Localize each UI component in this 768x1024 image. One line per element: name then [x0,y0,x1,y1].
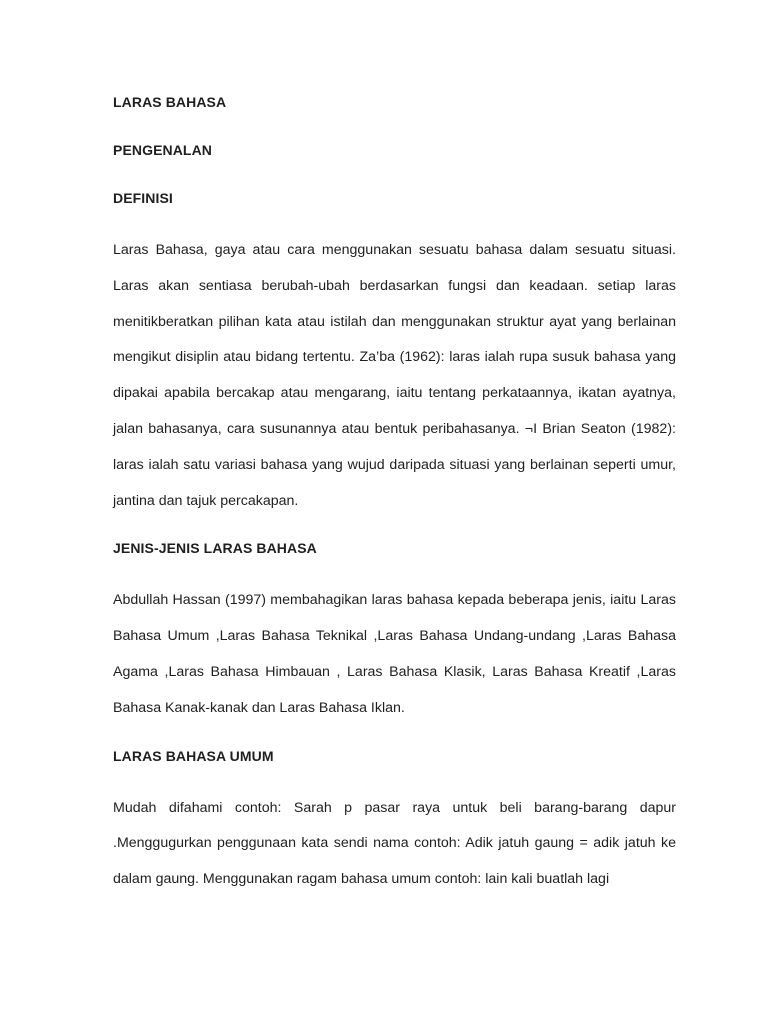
jenis-paragraph: Abdullah Hassan (1997) membahagikan laras bahasa kepada beberapa jenis, iaitu Laras Bahasa Umum ,Laras Bahasa Teknikal ,Laras Bahasa Undang-undang ,Laras Bahasa Agama ,Laras Bahasa Himbauan , Laras Bahasa Klasik, Laras Bahasa Kreatif ,Laras Bahasa Kanak-kanak dan Laras Bahasa Iklan. [113,592,676,716]
section-heading-jenis: JENIS-JENIS LARAS BAHASA [113,540,317,557]
section-heading-umum: LARAS BAHASA UMUM [113,747,274,764]
document-page [113,92,676,898]
section-heading-definisi: DEFINISI [113,190,173,206]
definisi-paragraph: Laras Bahasa, gaya atau cara menggunakan sesuatu bahasa dalam sesuatu situasi. Laras akan sentiasa berubah-ubah berdasarkan fungsi dan keadaan. setiap laras menitikberatkan pilihan kata atau istilah dan menggunakan struktur ayat yang berlainan mengikut disiplin atau bidang tertentu. Za’ba (1962): laras ialah rupa susuk bahasa yang dipakai apabila bercakap atau mengarang, iaitu tentang perkataannya, ikatan ayatnya, jalan bahasanya, cara susunannya atau bentuk peribahasanya. ¬Ι Brian Seaton (1982): laras ialah satu variasi bahasa yang wujud daripada situasi yang berlainan seperti umur, jantina dan tajuk percakapan. [113,242,676,509]
umum-paragraph: Mudah difahami contoh: Sarah p pasar raya untuk beli barang-barang dapur .Menggugurkan penggunaan kata sendi nama contoh: Adik jatuh gaung = adik jatuh ke dalam gaung. Menggunakan ragam bahasa umum contoh: lain kali buatlah lagi [113,799,676,888]
document-title: LARAS BAHASA [113,94,227,110]
section-heading-pengenalan: PENGENALAN [113,142,213,158]
